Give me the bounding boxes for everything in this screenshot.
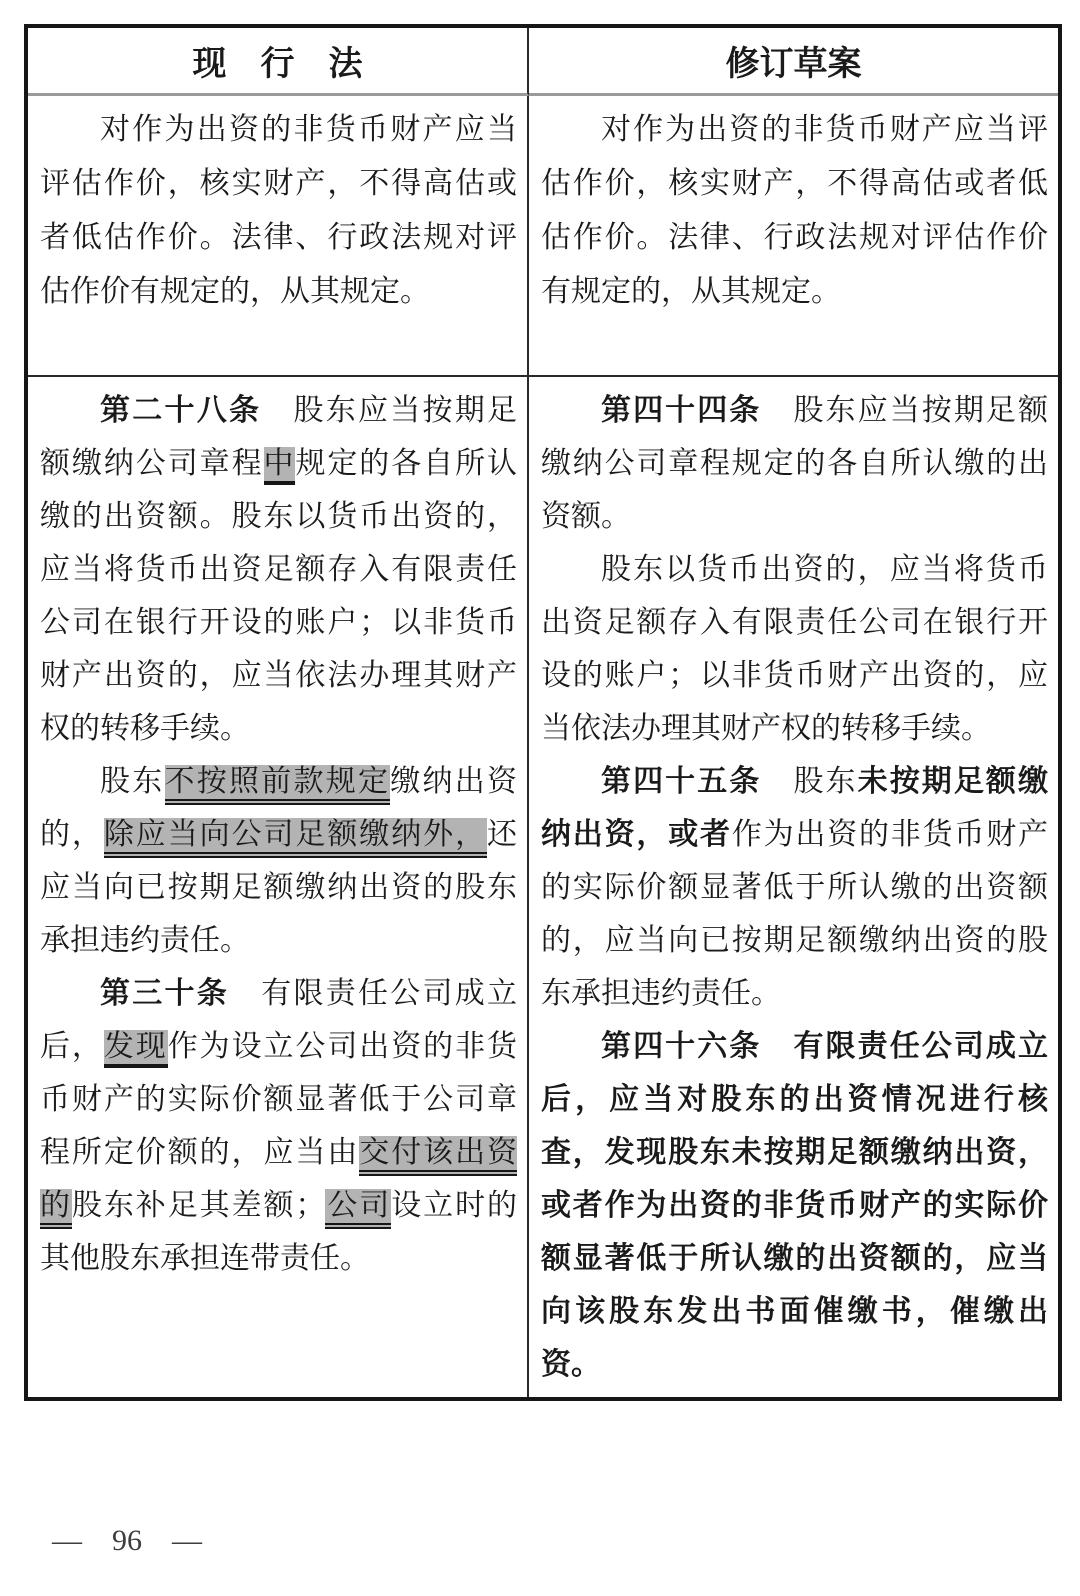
- footer-right-dash: —: [172, 1524, 202, 1557]
- law-paragraph: [40, 967, 517, 1285]
- bold-segment: 第四十五条: [601, 765, 762, 798]
- highlighted-segment: 不按照前款规定: [165, 765, 391, 805]
- text-segment: 对作为出资的非货币财产应当评估作价，核实财产，不得高估或者低估作价。法律、行政法规对评估作价有规定的，从其规定。: [40, 113, 517, 308]
- text-segment: 股东: [100, 765, 165, 798]
- page-footer: [52, 1524, 202, 1558]
- bold-segment: 第三十条: [100, 977, 229, 1010]
- law-paragraph: [40, 103, 517, 319]
- text-segment: 缴纳出资的，: [40, 765, 517, 851]
- text-segment: 作为出资的非货币财产的实际价额显著低于所认缴的出资额的，应当向已按期足额缴纳出资的股东承担违约责任。: [541, 818, 1049, 1010]
- highlighted-segment: 除应当向公司足额缴纳外，: [104, 818, 487, 858]
- highlighted-segment: 发现: [104, 1030, 168, 1068]
- bold-segment: 第二十八条: [100, 394, 262, 427]
- text-segment: 有限责任公司成立后，: [40, 977, 517, 1063]
- law-paragraph: [40, 384, 517, 755]
- text-segment: 作为设立公司出资的非货币财产的实际价额显著低于公司章程所定价额的，应当由: [40, 1030, 518, 1169]
- comparison-table: [24, 24, 1062, 1401]
- cell-current-law-row2: [28, 377, 529, 1397]
- law-paragraph: [541, 755, 1048, 1020]
- header-current-law-label: 现 行 法: [192, 45, 363, 83]
- page-number: 96: [112, 1524, 142, 1557]
- header-revision-draft-label: 修订草案: [725, 45, 862, 83]
- law-paragraph: [541, 103, 1048, 319]
- cell-current-law-row1: [28, 96, 529, 377]
- text-segment: 股东: [761, 765, 858, 798]
- text-segment: 规定的各自所认缴的出资额。股东以货币出资的，应当将货币出资足额存入有限责任公司在银行开设的账户；以非货币财产出资的，应当依法办理其财产权的转移手续。: [40, 447, 518, 745]
- law-paragraph: [40, 755, 517, 967]
- header-current-law: [28, 28, 529, 96]
- cell-revision-draft-row2: [529, 377, 1058, 1397]
- highlighted-segment: 中: [264, 447, 296, 485]
- law-paragraph: [541, 1020, 1048, 1391]
- law-paragraph: [541, 543, 1048, 755]
- text-segment: 设立时的其他股东承担连带责任。: [40, 1189, 518, 1275]
- text-segment: 股东补足其差额；: [71, 1189, 326, 1222]
- footer-left-dash: —: [52, 1524, 82, 1557]
- cell-revision-draft-row1: [529, 96, 1058, 377]
- text-segment: 对作为出资的非货币财产应当评估作价，核实财产，不得高估或者低估作价。法律、行政法规对评估作价有规定的，从其规定。: [541, 113, 1048, 308]
- bold-segment: 第四十六条 有限责任公司成立后，应当对股东的出资情况进行核查，发现股东未按期足额缴纳出资，或者作为出资的非货币财产的实际价额显著低于所认缴的出资额的，应当向该股东发出书面催缴书，催缴出资。: [541, 1030, 1048, 1381]
- bold-segment: 未按期足额缴纳出资，或者: [541, 765, 1049, 851]
- text-segment: 股东应当按期足额缴纳公司章程: [40, 394, 517, 480]
- text-segment: 股东应当按期足额缴纳公司章程规定的各自所认缴的出资额。: [541, 394, 1049, 533]
- text-segment: 还应当向已按期足额缴纳出资的股东承担违约责任。: [40, 818, 518, 957]
- bold-segment: 第四十四条: [601, 394, 762, 427]
- text-segment: 股东以货币出资的，应当将货币出资足额存入有限责任公司在银行开设的账户；以非货币财产出资的，应当依法办理其财产权的转移手续。: [541, 553, 1048, 745]
- law-paragraph: [541, 384, 1048, 543]
- highlighted-segment: 交付该出资的: [40, 1136, 517, 1229]
- header-revision-draft: [529, 28, 1058, 96]
- highlighted-segment: 公司: [325, 1189, 391, 1229]
